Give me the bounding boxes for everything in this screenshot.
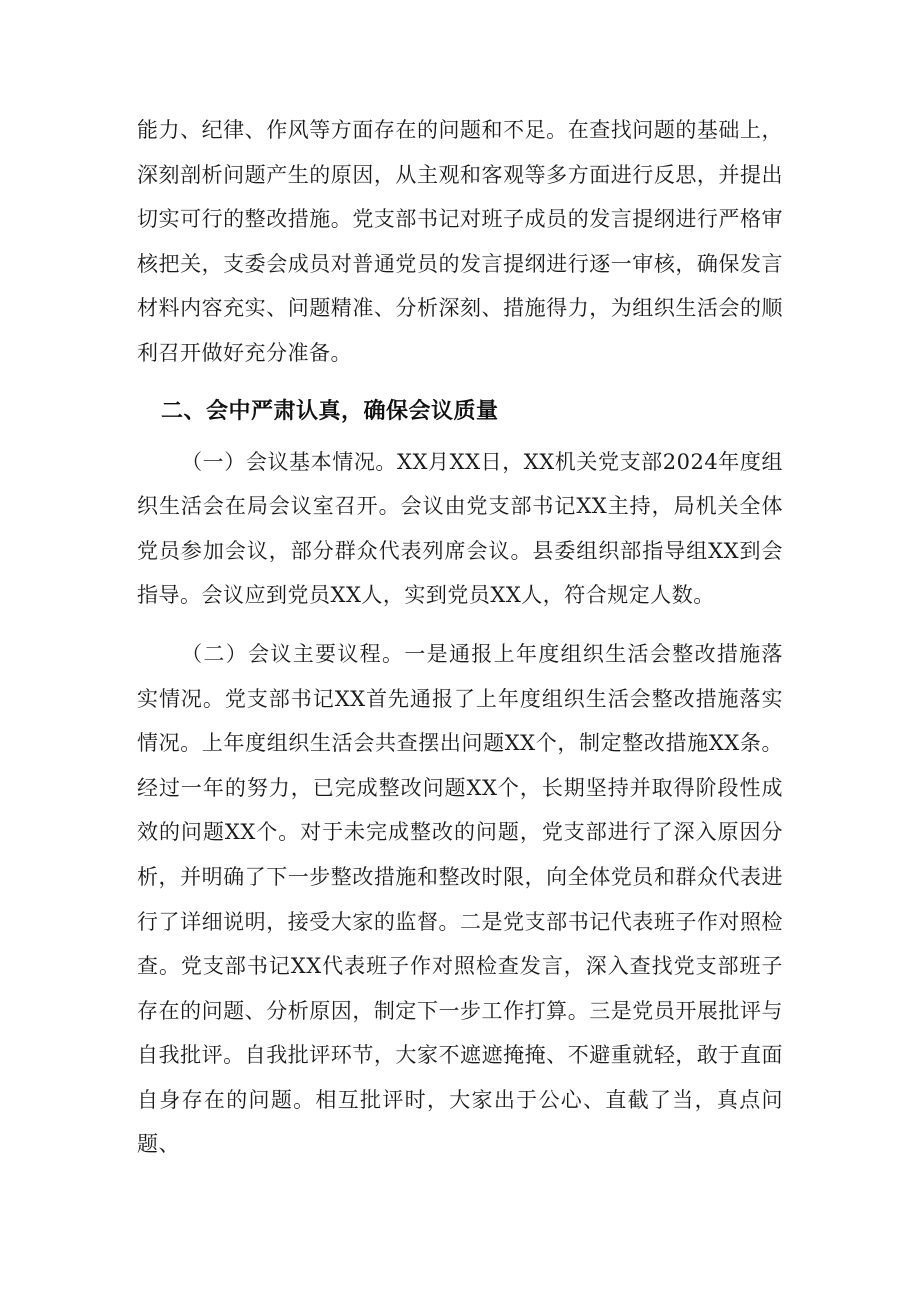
paragraph-continued: 能力、纪律、作风等方面存在的问题和不足。在查找问题的基础上，深刻剖析问题产生的原因，从主观和客观等多方面进行反思，并提出切实可行的整改措施。党支部书记对班子成员的发言提纲进行严格审核把关，支委会成员对普通党员的发言提纲进行逐一审核，确保发言材料内容充实、问题精准、分析深刻、措施得力，为组织生活会的顺利召开做好充分准备。 xyxy=(137,118,783,365)
section-heading: 二、会中严肃认真，确保会议质量 xyxy=(161,398,499,424)
paragraph-meeting-basics: （一）会议基本情况。XX月XX日，XX机关党支部2024年度组织生活会在局会议室召开。会议由党支部书记XX主持，局机关全体党员参加会议，部分群众代表列席会议。县委组织部指导组XX到会指导。会议应到党员XX人，实到党员XX人，符合规定人数。 xyxy=(137,449,783,608)
spacer xyxy=(137,618,783,632)
spacer xyxy=(137,376,783,390)
document-body xyxy=(137,108,783,1167)
paragraph-meeting-agenda: （二）会议主要议程。一是通报上年度组织生活会整改措施落实情况。党支部书记XX首先通报了上年度组织生活会整改措施落实情况。上年度组织生活会共查摆出问题XX个，制定整改措施XX条。经过一年的努力，已完成整改问题XX个，长期坚持并取得阶段性成效的问题XX个。对于未完成整改的问题，党支部进行了深入原因分析，并明确了下一步整改措施和整改时限，向全体党员和群众代表进行了详细说明，接受大家的监督。二是党支部书记代表班子作对照检查。党支部书记XX代表班子作对照检查发言，深入查找党支部班子存在的问题、分析原因，制定下一步工作打算。三是党员开展批评与自我批评。自我批评环节，大家不遮遮掩掩、不避重就轻，敢于直面自身存在的问题。相互批评时，大家出于公心、直截了当，真点问题、 xyxy=(137,641,783,1157)
